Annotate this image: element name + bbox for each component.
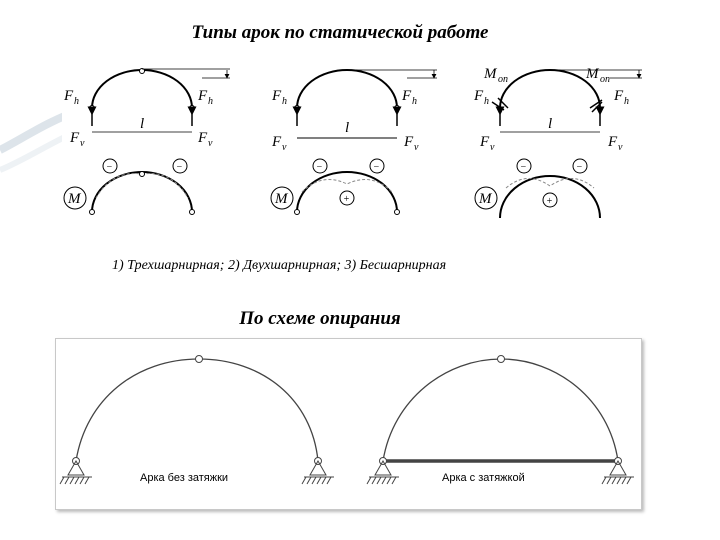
svg-text:l: l xyxy=(548,116,553,132)
svg-text:h: h xyxy=(412,96,417,107)
svg-text:−: − xyxy=(520,162,527,173)
svg-text:−: − xyxy=(106,162,113,173)
svg-text:M: M xyxy=(68,191,81,207)
three-hinged-arch xyxy=(63,69,230,215)
svg-text:on: on xyxy=(600,74,610,85)
svg-text:M: M xyxy=(479,191,492,207)
svg-text:M: M xyxy=(484,66,497,82)
svg-text:h: h xyxy=(74,96,79,107)
svg-text:−: − xyxy=(373,162,380,173)
svg-text:on: on xyxy=(498,74,508,85)
svg-text:F: F xyxy=(608,134,618,150)
hingeless-arch xyxy=(473,66,642,218)
support-scheme-figure xyxy=(55,338,642,510)
svg-text:F: F xyxy=(70,130,80,146)
svg-text:F: F xyxy=(614,88,624,104)
svg-text:F: F xyxy=(64,88,74,104)
page-title: Типы арок по статической работе xyxy=(191,22,489,43)
svg-text:h: h xyxy=(282,96,287,107)
svg-text:F: F xyxy=(404,134,414,150)
svg-text:h: h xyxy=(208,96,213,107)
svg-text:M: M xyxy=(275,191,288,207)
svg-text:v: v xyxy=(208,138,213,149)
svg-text:M: M xyxy=(586,66,599,82)
svg-text:h: h xyxy=(624,96,629,107)
svg-text:F: F xyxy=(480,134,490,150)
svg-text:v: v xyxy=(618,142,623,153)
figure-caption: 1) Трехшарнирная; 2) Двухшарнирная; 3) Бесшарнирная xyxy=(112,258,447,273)
arch-with-tie-label: Арка с затяжкой xyxy=(442,472,525,484)
svg-text:h: h xyxy=(484,96,489,107)
svg-text:v: v xyxy=(490,142,495,153)
svg-text:v: v xyxy=(80,138,85,149)
svg-text:l: l xyxy=(345,120,350,136)
svg-text:F: F xyxy=(272,88,282,104)
arch-without-tie-label: Арка без затяжки xyxy=(140,472,229,484)
svg-text:F: F xyxy=(198,88,208,104)
two-hinged-arch xyxy=(271,70,437,215)
svg-text:F: F xyxy=(198,130,208,146)
svg-text:F: F xyxy=(272,134,282,150)
svg-text:v: v xyxy=(414,142,419,153)
svg-text:+: + xyxy=(343,194,350,205)
svg-text:v: v xyxy=(282,142,287,153)
svg-text:−: − xyxy=(176,162,183,173)
section-title: По схеме опирания xyxy=(239,308,401,329)
arch-types-figure xyxy=(62,62,650,222)
crown-hinge xyxy=(196,356,203,363)
svg-text:+: + xyxy=(546,196,553,207)
arch-with-tie xyxy=(367,356,634,485)
svg-text:l: l xyxy=(140,116,145,132)
crown-hinge xyxy=(498,356,505,363)
svg-text:−: − xyxy=(316,162,323,173)
svg-text:F: F xyxy=(474,88,484,104)
svg-text:F: F xyxy=(402,88,412,104)
arch-without-tie xyxy=(60,356,334,485)
svg-text:−: − xyxy=(576,162,583,173)
